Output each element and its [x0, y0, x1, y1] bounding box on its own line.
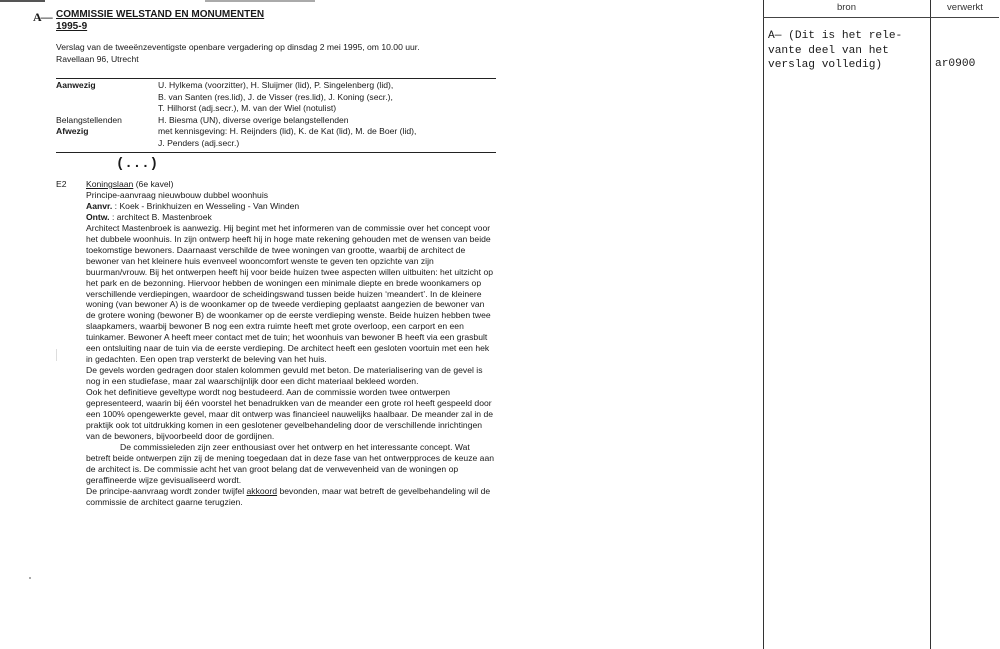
- agenda-item-code: E2: [56, 179, 67, 189]
- designer-label: Ontw.: [86, 211, 110, 222]
- attendance-line: J. Penders (adj.secr.): [158, 137, 240, 148]
- attendance-row-interested: [56, 115, 496, 127]
- decision-text-end: bevonden, maar wat betreft de gevelbehandeling wil de commissie de architect gaarne terugzien.: [86, 485, 491, 507]
- decision-text-start: De principe-aanvraag wordt zonder twijfel: [86, 485, 247, 496]
- applicant-value: : Koek - Brinkhuizen en Wesseling - Van Winden: [112, 200, 300, 211]
- title-committee: COMMISSIE WELSTAND EN MONUMENTEN: [56, 9, 265, 20]
- attendance-line: B. van Santen (res.lid), J. de Visser (res.lid), J. Koning (secr.),: [158, 91, 393, 102]
- attendance-value: [158, 126, 496, 149]
- attendance-row-present: [56, 80, 496, 115]
- applicant-label: Aanvr.: [86, 200, 113, 211]
- attendance-line: met kennisgeving: H. Reijnders (lid), K. de Kat (lid), M. de Boer (lid),: [158, 126, 417, 137]
- item-applicant: [86, 201, 496, 212]
- meeting-intro: [56, 42, 420, 65]
- paragraph: De gevels worden gedragen door stalen kolommen gevuld met beton. De materialisering van de gevel is nog in een studiefase, maar zal waarschijnlijk door een dicht materiaal bekleed worden.: [86, 365, 483, 387]
- scan-artifact: [29, 577, 31, 579]
- decision-paragraph: [86, 486, 496, 508]
- location-suffix: (6e kavel): [133, 179, 174, 189]
- designer-value: : architect B. Mastenbroek: [109, 211, 212, 222]
- column-divider: [930, 0, 931, 649]
- attendance-table: [56, 78, 496, 153]
- attendance-line: T. Hilhorst (adj.secr.), M. van der Wiel (notulist): [158, 103, 337, 114]
- source-note: A— (Dit is het rele- vante deel van het verslag volledig): [768, 30, 903, 71]
- column-divider: [763, 0, 764, 649]
- omission-ellipsis: (...): [116, 156, 159, 172]
- attendance-row-absent: [56, 126, 496, 149]
- processed-code: ar0900: [935, 58, 976, 70]
- attendance-label: Afwezig: [56, 126, 89, 137]
- paragraph: De commissieleden zijn zeer enthousiast over het ontwerp en het interessante concept. Wat betreft beide ontwerpen zijn zij de mening toegedaan dat in deze fase van het ontwerpproces de keuze aan de architect is. De commissie acht het van groot belang dat de verwevenheid van de woningen op geraffineerde wijze gevisualiseerd wordt.: [86, 441, 495, 485]
- attendance-value: [158, 115, 496, 127]
- meeting-description: Verslag van de tweeënzeventigste openbare vergadering op dinsdag 2 mei 1995, om 10.00 uur.: [56, 42, 420, 52]
- attendance-value: [158, 80, 496, 115]
- source-table: [763, 0, 999, 649]
- attendance-line: U. Hylkema (voorzitter), H. Sluijmer (lid), P. Singelenberg (lid),: [158, 80, 394, 90]
- column-header-bron: bron: [836, 2, 856, 13]
- item-subject: Principe-aanvraag nieuwbouw dubbel woonhuis: [86, 189, 269, 200]
- title-number: 1995-9: [56, 21, 88, 32]
- attendance-label: Aanwezig: [56, 80, 96, 90]
- document-title: [56, 9, 264, 33]
- section-marker: A—: [33, 10, 52, 24]
- paragraph: Architect Mastenbroek is aanwezig. Hij begint met het informeren van de commissie over het concept voor het dubbele woonhuis. In zijn ontwerp heeft hij in hoge mate rekening gehouden met de wensen van beide toekomstige bewoners. Daarnaast verschilde de twee woningen van grootte, waarbij de architect de bewoner van het kleinere huis evenveel wooncomfort wenste te geven ten opzichte van zijn buurman/vrouw. Bij het ontwerpen heeft hij voor beide huizen twee aspecten willen uitbuiten: het uitzicht op het park en de bezonning. Hiervoor hebben de woningen een minimale diepte en brede woonkamers op verschillende verdiepingen, waardoor de scheidingswand tussen beide huizen ‘meandert’. In de kleinere woning (van bewoner A) is de woonkamer op de tweede verdieping geplaatst aangezien de bewoner van de grotere woning (bewoner B) de woonkamer op de eerste verdieping wenste. Beide huizen hebben twee slaapkamers, waarbij bewoner B nog een extra ruimte heeft met grote overloop, een carport en een tuinkamer. Bewoner A heeft meer contact met de tuin; het woonhuis van bewoner B heeft via een grasbult een ontsluiting naar de tuin via de eerste verdieping. De architect heeft een gesloten voortuin met een hek in gedachten. Een open trap versterkt de beleving van het huis.: [86, 222, 494, 365]
- attendance-label: Belangstellenden: [56, 114, 122, 125]
- header-divider: [763, 17, 999, 18]
- agenda-item: [86, 179, 496, 508]
- attendance-line: H. Biesma (UN), diverse overige belangstellenden: [158, 114, 349, 125]
- paragraph: Ook het definitieve geveltype wordt nog bestudeerd. Aan de commissie worden twee ontwerpen gepresenteerd, waarin bij één voorstel het benadrukken van de meander een grote rol heeft gespeeld door een 100% opengewerkte gevel, maar dit ontwerp was financieel nauwelijks haalbaar. De meander zal in de praktijk ook tot uitdrukking komen in een geslotener gevelbehandeling door de verschillende inrichtingen van de bewoners, bijvoorbeeld door de gordijnen.: [86, 387, 494, 441]
- meeting-location: Ravellaan 96, Utrecht: [56, 53, 139, 64]
- column-header-verwerkt: verwerkt: [947, 2, 983, 13]
- decision-status: akkoord: [246, 485, 278, 496]
- location-name: Koningslaan: [86, 179, 134, 189]
- item-designer: [86, 212, 496, 223]
- scan-artifact: [56, 349, 57, 361]
- item-location: [86, 179, 496, 190]
